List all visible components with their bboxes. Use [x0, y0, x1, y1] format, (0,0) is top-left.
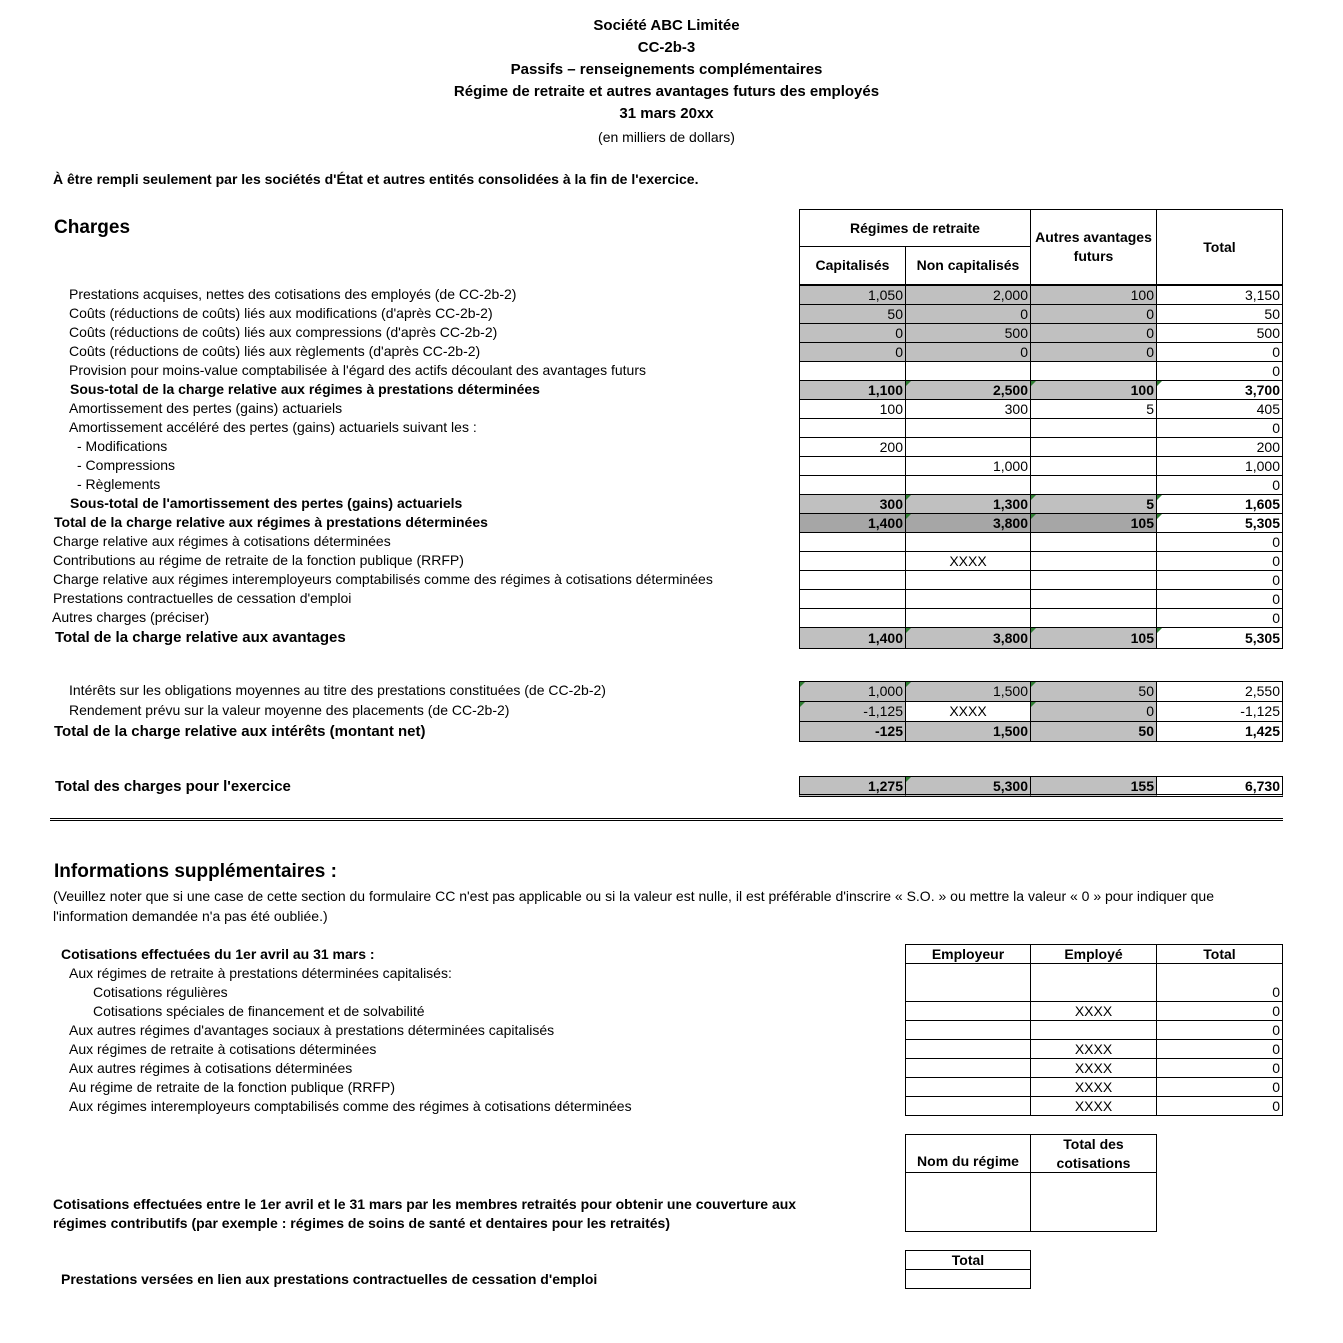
- charges-title: Charges: [54, 217, 131, 238]
- supplementary-note-2: l'information demandée n'a pas été oubliée.): [53, 908, 328, 924]
- charge-row-label: Charge relative aux régimes interemployeurs comptabilisés comme des régimes à cotisations déterminées: [53, 571, 713, 587]
- contrib-cell-t: 0: [1156, 963, 1283, 1002]
- contrib-cell-w: XXXX: [1030, 1001, 1157, 1021]
- header-funded: Capitalisés: [799, 246, 906, 285]
- interest-cell-c2: XXXX: [905, 701, 1031, 722]
- charge-cell-t: 50: [1156, 304, 1283, 324]
- total-contributions-input[interactable]: [1030, 1172, 1157, 1232]
- charge-cell-c1[interactable]: [799, 532, 906, 552]
- charge-cell-c3[interactable]: [1030, 361, 1157, 381]
- report-date: 31 mars 20xx: [619, 105, 714, 122]
- charge-cell-c2[interactable]: 2,000: [905, 285, 1031, 305]
- termination-label: Prestations versées en lien aux prestations contractuelles de cessation d'emploi: [61, 1271, 598, 1287]
- charge-cell-c3[interactable]: [1030, 570, 1157, 590]
- charge-cell-t: 0: [1156, 475, 1283, 495]
- charge-cell-t: 0: [1156, 342, 1283, 362]
- interest-cell-c1[interactable]: -125: [799, 721, 906, 742]
- charge-cell-t: 3,150: [1156, 285, 1283, 305]
- contrib-cell-w: [1030, 1020, 1157, 1040]
- charge-cell-c1[interactable]: [799, 361, 906, 381]
- contrib-row-label: Aux régimes interemployeurs comptabilisés comme des régimes à cotisations déterminées: [69, 1098, 632, 1114]
- charge-cell-c2[interactable]: 500: [905, 323, 1031, 343]
- charge-row-label: Coûts (réductions de coûts) liés aux règlements (d'après CC-2b-2): [69, 343, 481, 359]
- contrib-cell-e[interactable]: [905, 1096, 1031, 1116]
- interest-row-label: Rendement prévu sur la valeur moyenne des placements (de CC-2b-2): [69, 702, 510, 718]
- charge-cell-c3[interactable]: 100: [1030, 380, 1157, 400]
- charge-cell-c3[interactable]: 0: [1030, 323, 1157, 343]
- charge-cell-c1[interactable]: [799, 608, 906, 628]
- charge-row-label: Sous-total de l'amortissement des pertes (gains) actuariels: [70, 495, 463, 511]
- header-pension-plans: Régimes de retraite: [799, 209, 1031, 247]
- contrib-cell-w: XXXX: [1030, 1039, 1157, 1059]
- charge-cell-c1[interactable]: 1,100: [799, 380, 906, 400]
- contrib-cell-w: XXXX: [1030, 1096, 1157, 1116]
- charge-cell-t: 0: [1156, 589, 1283, 609]
- charge-cell-c3[interactable]: [1030, 589, 1157, 609]
- contrib-row-label: Aux régimes de retraite à cotisations déterminées: [69, 1041, 377, 1057]
- charge-cell-c1[interactable]: 0: [799, 342, 906, 362]
- charge-cell-c1[interactable]: 100: [799, 399, 906, 419]
- contrib-cell-e[interactable]: [905, 1001, 1031, 1021]
- charge-cell-c1[interactable]: [799, 475, 906, 495]
- charge-row-label: Prestations contractuelles de cessation d'emploi: [53, 590, 352, 606]
- retiree-contrib-label-2: régimes contributifs (par exemple : régimes de soins de santé et dentaires pour les retraités): [53, 1215, 670, 1231]
- charge-cell-c2[interactable]: [905, 608, 1031, 628]
- header-other-benefits: Autres avantages futurs: [1030, 209, 1157, 285]
- title-line-1: Passifs – renseignements complémentaires: [510, 61, 823, 78]
- grand-total-cell-c3: 155: [1030, 776, 1157, 797]
- charge-row-label: Total de la charge relative aux avantages: [55, 629, 346, 646]
- charge-cell-t: 0: [1156, 608, 1283, 628]
- charge-cell-c3[interactable]: 105: [1030, 513, 1157, 533]
- header-termination-total: Total: [905, 1250, 1031, 1270]
- charge-cell-c2[interactable]: 3,800: [905, 513, 1031, 533]
- header-plan-name: Nom du régime: [905, 1134, 1031, 1173]
- grand-total-cell-c1: 1,275: [799, 776, 906, 797]
- charge-cell-c1[interactable]: 1,050: [799, 285, 906, 305]
- charge-row-label: Prestations acquises, nettes des cotisations des employés (de CC-2b-2): [69, 286, 517, 302]
- interest-cell-t: 2,550: [1156, 681, 1283, 702]
- header-employee: Employé: [1030, 944, 1157, 964]
- charge-cell-c3[interactable]: 105: [1030, 627, 1157, 649]
- charge-cell-c1[interactable]: 1,400: [799, 627, 906, 649]
- charge-cell-c2[interactable]: [905, 589, 1031, 609]
- charge-cell-c1[interactable]: 200: [799, 437, 906, 457]
- form-code: CC-2b-3: [637, 39, 696, 56]
- charge-row-label: Amortissement accéléré des pertes (gains) actuariels suivant les :: [69, 419, 477, 435]
- charge-row-label: Charge relative aux régimes à cotisations déterminées: [53, 533, 391, 549]
- charge-cell-c3[interactable]: [1030, 608, 1157, 628]
- interest-row-label: Total de la charge relative aux intérêts (montant net): [54, 723, 426, 740]
- charge-cell-c1[interactable]: 50: [799, 304, 906, 324]
- charge-cell-t: 0: [1156, 418, 1283, 438]
- charge-cell-c1[interactable]: 300: [799, 494, 906, 514]
- contrib-row-label: Cotisations régulières: [93, 984, 228, 1000]
- contrib-cell-e[interactable]: [905, 1077, 1031, 1097]
- charge-cell-c3[interactable]: 0: [1030, 304, 1157, 324]
- contrib-title: Cotisations effectuées du 1er avril au 31 mars :: [61, 946, 375, 962]
- charge-cell-c2[interactable]: 1,000: [905, 456, 1031, 476]
- charge-row-label: - Compressions: [77, 457, 176, 473]
- contrib-cell-e[interactable]: [905, 1039, 1031, 1059]
- scope-note: À être rempli seulement par les sociétés d'État et autres entités consolidées à la fin de l'exercice.: [53, 171, 699, 187]
- interest-cell-c3[interactable]: 50: [1030, 681, 1157, 702]
- charge-cell-t: 5,305: [1156, 627, 1283, 649]
- charge-cell-t: 0: [1156, 551, 1283, 571]
- header-total-contributions: Total des cotisations: [1030, 1134, 1157, 1173]
- charge-cell-t: 3,700: [1156, 380, 1283, 400]
- interest-cell-c1[interactable]: 1,000: [799, 681, 906, 702]
- charge-row-label: - Modifications: [77, 438, 168, 454]
- charge-cell-c2[interactable]: [905, 418, 1031, 438]
- charge-cell-t: 500: [1156, 323, 1283, 343]
- charge-cell-c1[interactable]: [799, 456, 906, 476]
- contrib-cell-w: XXXX: [1030, 1077, 1157, 1097]
- plan-name-input[interactable]: [905, 1172, 1031, 1232]
- charge-cell-c1[interactable]: 1,400: [799, 513, 906, 533]
- interest-cell-t: 1,425: [1156, 721, 1283, 742]
- contrib-cell-t: 0: [1156, 1058, 1283, 1078]
- contrib-cell-w: [1030, 963, 1157, 1002]
- charge-cell-c2[interactable]: [905, 570, 1031, 590]
- charge-cell-c3[interactable]: [1030, 532, 1157, 552]
- header-employer: Employeur: [905, 944, 1031, 964]
- grand-total-label: Total des charges pour l'exercice: [55, 778, 291, 795]
- interest-cell-c1[interactable]: -1,125: [799, 701, 906, 722]
- charge-cell-c2[interactable]: [905, 361, 1031, 381]
- contrib-cell-e[interactable]: [905, 963, 1031, 1002]
- charge-cell-c3[interactable]: [1030, 475, 1157, 495]
- charge-cell-t: 405: [1156, 399, 1283, 419]
- charge-cell-c2[interactable]: 2,500: [905, 380, 1031, 400]
- charge-cell-c2[interactable]: 3,800: [905, 627, 1031, 649]
- contrib-row-label: Au régime de retraite de la fonction publique (RRFP): [69, 1079, 396, 1095]
- header-total: Total: [1156, 209, 1283, 285]
- charge-cell-c1[interactable]: [799, 418, 906, 438]
- charge-row-label: Autres charges (préciser): [52, 609, 210, 625]
- charge-cell-t: 5,305: [1156, 513, 1283, 533]
- interest-cell-c2[interactable]: 1,500: [905, 721, 1031, 742]
- contrib-cell-t: 0: [1156, 1001, 1283, 1021]
- charge-cell-c2[interactable]: 0: [905, 342, 1031, 362]
- retiree-contrib-label-1: Cotisations effectuées entre le 1er avril et le 31 mars par les membres retraités pour obtenir une couverture aux: [53, 1196, 797, 1212]
- units-note: (en milliers de dollars): [598, 129, 735, 145]
- charge-cell-c2[interactable]: [905, 475, 1031, 495]
- charge-row-label: Coûts (réductions de coûts) liés aux modifications (d'après CC-2b-2): [69, 305, 493, 321]
- supplementary-note-1: (Veuillez noter que si une case de cette section du formulaire CC n'est pas applicable ou si la valeur est nulle, il est préférable d'inscrire « S.O. » ou mettre la valeur « 0 » pour indiquer que: [53, 888, 1214, 904]
- charge-row-label: Total de la charge relative aux régimes à prestations déterminées: [54, 514, 488, 530]
- charge-cell-c1[interactable]: 0: [799, 323, 906, 343]
- charge-cell-c2[interactable]: 0: [905, 304, 1031, 324]
- interest-cell-t: -1,125: [1156, 701, 1283, 722]
- title-line-2: Régime de retraite et autres avantages futurs des employés: [453, 83, 880, 100]
- charge-cell-t: 0: [1156, 532, 1283, 552]
- charge-cell-c1[interactable]: [799, 589, 906, 609]
- charge-cell-t: 1,000: [1156, 456, 1283, 476]
- charge-cell-t: 0: [1156, 361, 1283, 381]
- charge-cell-t: 1,605: [1156, 494, 1283, 514]
- charge-cell-c3[interactable]: [1030, 456, 1157, 476]
- interest-row-label: Intérêts sur les obligations moyennes au titre des prestations constituées (de CC-2b-2): [69, 682, 606, 698]
- company-name: Société ABC Limitée: [593, 17, 740, 34]
- charge-cell-c3[interactable]: 5: [1030, 399, 1157, 419]
- charge-row-label: Coûts (réductions de coûts) liés aux compressions (d'après CC-2b-2): [69, 324, 498, 340]
- charge-row-label: Amortissement des pertes (gains) actuariels: [69, 400, 343, 416]
- contrib-row-label: Aux régimes de retraite à prestations déterminées capitalisés:: [69, 965, 452, 981]
- charge-cell-c2[interactable]: 1,300: [905, 494, 1031, 514]
- charge-row-label: Provision pour moins-value comptabilisée à l'égard des actifs découlant des avantages futurs: [69, 362, 646, 378]
- contrib-cell-t: 0: [1156, 1039, 1283, 1059]
- section-divider: [50, 818, 1283, 821]
- charge-cell-c1[interactable]: [799, 551, 906, 571]
- interest-cell-c3[interactable]: 0: [1030, 701, 1157, 722]
- contrib-cell-e[interactable]: [905, 1020, 1031, 1040]
- contrib-cell-w: XXXX: [1030, 1058, 1157, 1078]
- header-contrib-total: Total: [1156, 944, 1283, 964]
- charge-row-label: Sous-total de la charge relative aux régimes à prestations déterminées: [70, 381, 540, 397]
- interest-cell-c3[interactable]: 50: [1030, 721, 1157, 742]
- termination-total-input[interactable]: [905, 1269, 1031, 1289]
- charge-cell-t: 0: [1156, 570, 1283, 590]
- charge-cell-c2[interactable]: [905, 437, 1031, 457]
- charge-cell-c2[interactable]: 300: [905, 399, 1031, 419]
- charge-cell-c3[interactable]: 100: [1030, 285, 1157, 305]
- grand-total-cell-t: 6,730: [1156, 776, 1283, 797]
- charge-cell-c2[interactable]: [905, 532, 1031, 552]
- charge-cell-c3[interactable]: [1030, 418, 1157, 438]
- charge-cell-c2: XXXX: [905, 551, 1031, 571]
- contrib-row-label: Cotisations spéciales de financement et de solvabilité: [93, 1003, 425, 1019]
- charge-cell-c3[interactable]: [1030, 437, 1157, 457]
- grand-total-cell-c2: 5,300: [905, 776, 1031, 797]
- contrib-cell-t: 0: [1156, 1020, 1283, 1040]
- charge-cell-c1[interactable]: [799, 570, 906, 590]
- charge-cell-t: 200: [1156, 437, 1283, 457]
- contrib-row-label: Aux autres régimes d'avantages sociaux à prestations déterminées capitalisés: [69, 1022, 555, 1038]
- header-unfunded: Non capitalisés: [905, 246, 1031, 285]
- contrib-cell-e[interactable]: [905, 1058, 1031, 1078]
- contrib-row-label: Aux autres régimes à cotisations déterminées: [69, 1060, 353, 1076]
- charge-row-label: Contributions au régime de retraite de la fonction publique (RRFP): [53, 552, 464, 568]
- charge-cell-c3[interactable]: [1030, 551, 1157, 571]
- contrib-cell-t: 0: [1156, 1077, 1283, 1097]
- charge-cell-c3[interactable]: 5: [1030, 494, 1157, 514]
- supplementary-title: Informations supplémentaires :: [54, 861, 337, 882]
- contrib-cell-t: 0: [1156, 1096, 1283, 1116]
- charge-cell-c3[interactable]: 0: [1030, 342, 1157, 362]
- charge-row-label: - Règlements: [77, 476, 161, 492]
- interest-cell-c2[interactable]: 1,500: [905, 681, 1031, 702]
